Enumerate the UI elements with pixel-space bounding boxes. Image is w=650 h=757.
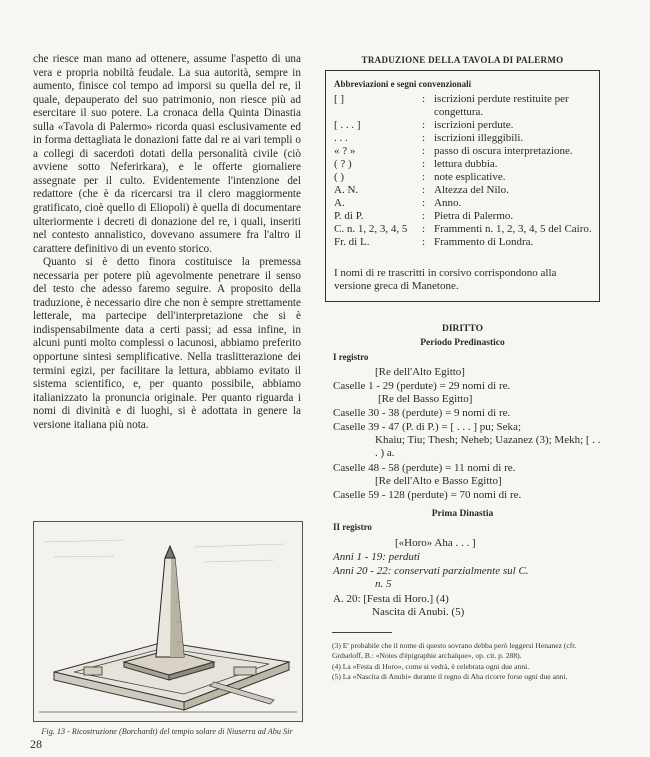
footnote-3: (3) E' probabile che il nome di questo sovrano debba però leggersi Henanez (cfr. Grdseloff, B.: «Notes d'épigraphie archaïque», op. cit. p. 288). <box>332 641 577 660</box>
years-lost: Anni 1 - 19: perduti <box>333 551 420 563</box>
year-20-entry: A. 20: [Festa di Horo.] (4) <box>333 593 449 605</box>
abbr-value: iscrizioni perdute. <box>434 119 514 131</box>
abbr-key: . . . <box>334 132 348 144</box>
abbr-key: A. <box>334 197 345 209</box>
abbr-row: [ ] : iscrizioni perdute restituite per congettura. <box>334 93 596 119</box>
abbr-value: Pietra di Palermo. <box>434 210 514 222</box>
period-heading: Periodo Predinastico <box>420 338 505 348</box>
lower-egypt-kings: [Re del Basso Egitto] <box>378 393 473 405</box>
abbr-key: ( ? ) <box>334 158 352 170</box>
paragraph-1: che riesce man mano ad ottenere, assume l'aspetto di una vera e propria nobiltà feudale. La sua autorità, sempre in aumento, finisce col tempo ad imporsi su quella del re, il quale, depauperato del suo patrimonio, non riesce più ad esercitare il suo potere. La cronaca della Quinta Dinastia sulla «Tavola di Palermo» ricorda quasi esclusivamente ed in forma dettagliata le donazioni fatte dal re ai vari templi o a collegi di sacerdoti dotati della personalità civile (ciò avviene sotto Neferirkara), e le offerte giornaliere assegnate per il culto. Evidentemente l'intenzione del redattore (che è da ricercarsi tra il clero maggiormente gratificato, cioè quello di Eliopoli) è quella di documentare ulteriormente i decreti di donazione del re, i quali, inseriti nel contesto annalistico, dovevano assumere fra l'altro il carattere definitivo di un evento storico. <box>33 53 301 255</box>
abbr-value: Frammento di Londra. <box>434 236 534 248</box>
paragraph-2: Quanto si è detto finora costituisce la premessa necessaria per potere più agevolmente penetrare il senso del testo che adesso faremo seguire. A proposito della traduzione, è necessario dire che non è sempre strettamente letterale, ma partecipe dell'interpretazione che si è indispensabilmente data a certi passi; ad essa infine, in alcuni punti molto complessi o lacunosi, abbiamo preferito opportune sintesi semplificative. Nella traslitterazione dei termini egizi, per facilitare la lettura, abbiamo evitato il sistema scientifico, e, per quanto possibile, abbiamo italianizzato la pronuncia originale. Per quanto riguarda i nomi di divinità e di luoghi, si è adottata in genere la versione italiana più nota. <box>33 256 301 431</box>
first-dynasty-heading: Prima Dinastia <box>431 509 494 519</box>
register-2-label: II registro <box>333 522 372 532</box>
abbr-row: « ? » : passo di oscura interpretazione. <box>334 145 596 158</box>
horo-aha: [«Horo» Aha . . . ] <box>395 537 476 549</box>
year-20-entry-cont: Nascita di Anubi. (5) <box>372 606 465 618</box>
abbr-key: C. n. 1, 2, 3, 4, 5 <box>334 223 408 235</box>
register-1-label: I registro <box>333 352 369 362</box>
abbr-value: Frammenti n. 1, 2, 3, 4, 5 del Cairo. <box>434 223 592 235</box>
abbr-value: passo di oscura interpretazione. <box>434 145 573 157</box>
figure-caption: Fig. 13 - Ricostruzione (Borchardt) del tempio solare di Niuserra ad Abu Sir <box>41 727 293 736</box>
temple-illustration <box>33 521 303 722</box>
caselle-line: Caselle 39 - 47 (P. di P.) = [ . . . ] pu; Seka; <box>333 421 521 433</box>
abbr-key: P. di P. <box>334 210 364 222</box>
abbr-value: Altezza del Nilo. <box>434 184 509 196</box>
abbr-key: [ . . . ] <box>334 119 361 131</box>
page-number: 28 <box>30 737 42 751</box>
abbr-value: iscrizioni illeggibili. <box>434 132 524 144</box>
abbreviations-heading: Abbreviazioni e segni convenzionali <box>334 79 472 89</box>
abbr-key: « ? » <box>334 145 356 157</box>
caselle-line: Caselle 1 - 29 (perdute) = 29 nomi di re. <box>333 380 511 392</box>
abbreviations-box <box>325 70 600 302</box>
abbr-key: Fr. di L. <box>334 236 370 248</box>
caselle-line: Caselle 48 - 58 (perdute) = 11 nomi di re. <box>333 462 516 474</box>
abbr-value: Anno. <box>434 197 462 209</box>
years-preserved: Anni 20 - 22: conservati parzialmente sul C. <box>333 565 529 577</box>
footnote-divider <box>332 632 392 633</box>
caselle-line: Caselle 59 - 128 (perdute) = 70 nomi di re. <box>333 489 522 501</box>
abbr-row: [ . . . ] : iscrizioni perdute. <box>334 119 596 132</box>
caselle-names: Khaiu; Tiu; Thesh; Neheb; Uazanez (3); Mekh; [ . . . ) a. <box>375 434 601 459</box>
abbr-row: ( ? ) : lettura dubbia. <box>334 158 596 171</box>
diritto-heading: DIRITTO <box>441 324 483 334</box>
abbr-value: iscrizioni perdute restituite per congettura. <box>434 93 569 118</box>
abbr-value: lettura dubbia. <box>434 158 498 170</box>
caselle-line: Caselle 30 - 38 (perdute) = 9 nomi di re. <box>333 407 511 419</box>
abbr-row: P. di P. : Pietra di Palermo. <box>334 210 596 223</box>
abbr-row: . . . : iscrizioni illeggibili. <box>334 132 596 145</box>
sun-temple-drawing <box>34 522 302 721</box>
footnote-4: (4) La «Festa di Horo», come si vedrà, è celebrata ogni due anni. <box>332 661 530 671</box>
abbreviations-note: I nomi di re trascritti in corsivo corrispondono alla versione greca di Manetone. <box>334 267 557 292</box>
footnote-5: (5) La «Nascita di Anubi» durante il regno di Aha ricorre forse ogni due anni. <box>332 672 568 682</box>
abbr-row: C. n. 1, 2, 3, 4, 5 : Frammenti n. 1, 2, 3, 4, 5 del Cairo. <box>334 223 596 236</box>
years-preserved-cont: n. 5 <box>375 578 392 590</box>
left-body-text <box>33 53 301 432</box>
abbr-key: A. N. <box>334 184 359 196</box>
upper-lower-egypt-kings: [Re dell'Alto e Basso Egitto] <box>375 475 502 487</box>
upper-egypt-kings: [Re dell'Alto Egitto] <box>375 366 465 378</box>
abbr-row: A. : Anno. <box>334 197 596 210</box>
abbreviations-list <box>334 93 596 249</box>
abbr-row: A. N. : Altezza del Nilo. <box>334 184 596 197</box>
abbr-row: ( ) : note esplicative. <box>334 171 596 184</box>
section-title: TRADUZIONE DELLA TAVOLA DI PALERMO <box>361 55 564 65</box>
abbr-value: note esplicative. <box>434 171 506 183</box>
abbr-row: Fr. di L. : Frammento di Londra. <box>334 236 596 249</box>
footnotes <box>332 641 602 683</box>
abbr-key: [ ] <box>334 93 345 105</box>
abbr-key: ( ) <box>334 171 345 183</box>
